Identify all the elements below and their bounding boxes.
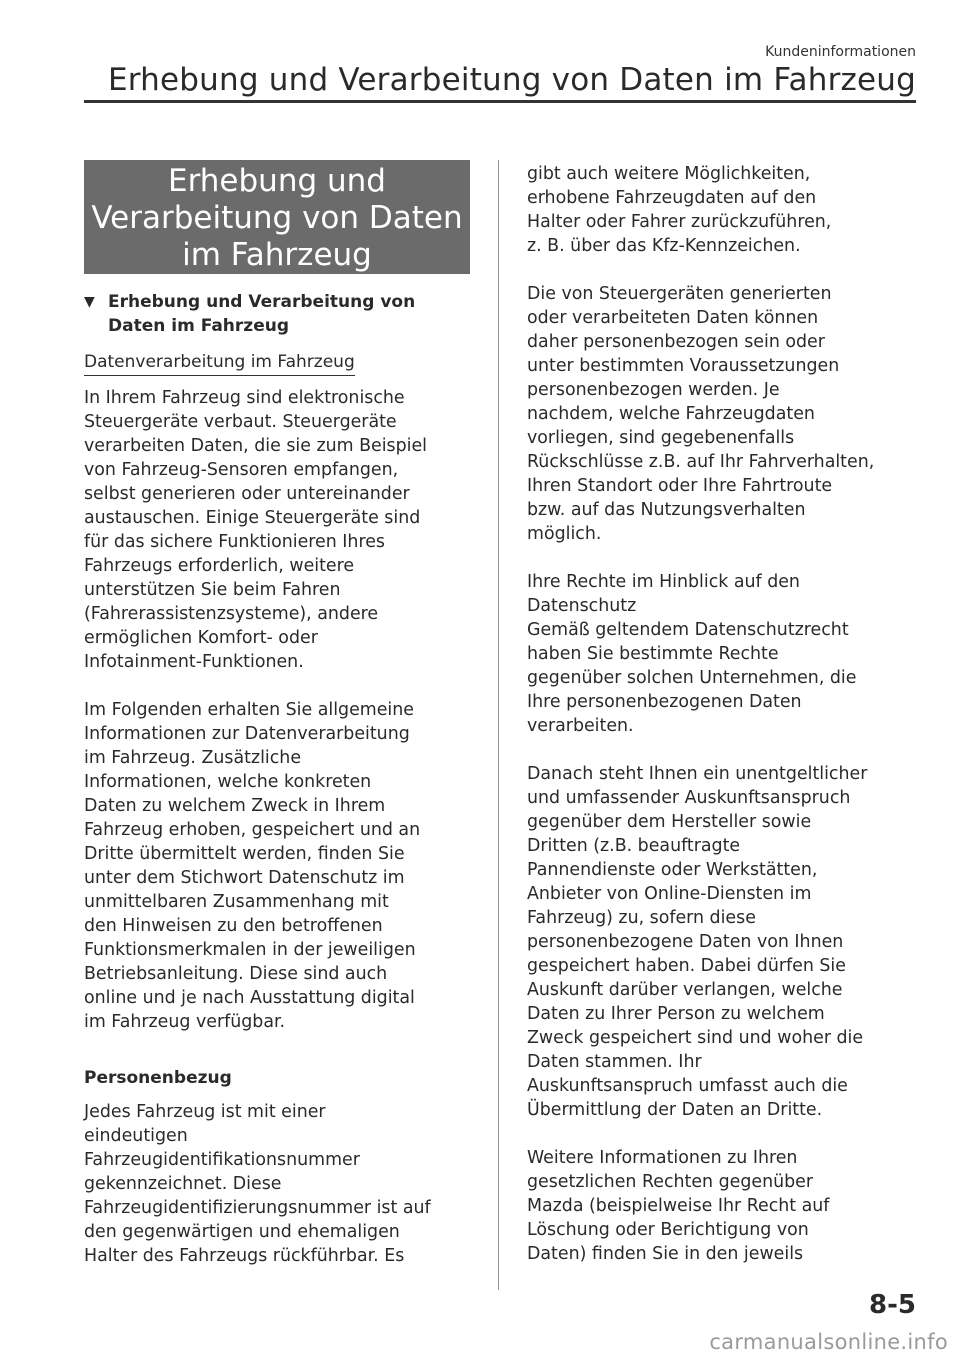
triangle-marker-icon: ▼ — [84, 294, 95, 310]
paragraph-left-1: In Ihrem Fahrzeug sind elektronische Steuergeräte verbaut. Steuergeräte verarbeiten Daten, die sie zum Beispiel von Fahrzeug-Sensoren empfangen, selbst generieren oder untereinander austauschen. Einige Steuergeräte sind für das sichere Funktionieren Ihres Fahrzeugs erforderlich, weitere unterstützen Sie beim Fahren (Fahrerassistenzsysteme), andere ermöglichen Komfort- oder Infotainment-Funktionen. — [84, 388, 427, 672]
header-section-label: Kundeninformationen — [765, 44, 916, 60]
right-column — [527, 162, 917, 1266]
column-divider — [498, 160, 499, 1290]
section-heading — [84, 290, 476, 338]
paragraph-right-1: gibt auch weitere Möglichkeiten, erhobene Fahrzeugdaten auf den Halter oder Fahrer zurückzuführen, z. B. über das Kfz-Kennzeichen. — [527, 164, 832, 256]
chapter-title-line-3: im Fahrzeug — [182, 237, 372, 273]
header-rule — [84, 100, 916, 103]
watermark-text: carmanualsonline.info — [709, 1330, 948, 1354]
paragraph-right-4: Danach steht Ihnen ein unentgeltlicher und umfassender Auskunftsanspruch gegenüber dem Hersteller sowie Dritten (z.B. beauftragte Pannendienste oder Werkstätten, Anbieter von Online-Diensten im Fahrzeug) zu, sofern diese personenbezogene Daten von Ihnen gespeichert haben. Dabei dürfen Sie Auskunft darüber verlangen, welche Daten zu Ihrer Person zu welchem Zweck gespeichert sind und woher die Daten stammen. Ihr Auskunftsanspruch umfasst auch die Übermittlung der Daten an Dritte. — [527, 764, 868, 1120]
paragraph-right-2: Die von Steuergeräten generierten oder verarbeiteten Daten können daher personenbezogen sein oder unter bestimmten Voraussetzungen personenbezogen werden. Je nachdem, welche Fahrzeugdaten vorliegen, sind gegebenenfalls Rückschlüsse z.B. auf Ihr Fahrverhalten, Ihren Standort oder Ihre Fahrtroute bzw. auf das Nutzungsverhalten möglich. — [527, 284, 875, 544]
paragraph-right-5: Weitere Informationen zu Ihren gesetzlichen Rechten gegenüber Mazda (beispielweise Ihr Recht auf Löschung oder Berichtigung von Daten) finden Sie in den jeweils — [527, 1148, 830, 1264]
chapter-title-line-2: Verarbeitung von Daten — [91, 200, 463, 236]
left-column — [84, 290, 476, 1268]
paragraph-left-3: Jedes Fahrzeug ist mit einer eindeutigen Fahrzeugidentifikationsnummer gekennzeichnet. Diese Fahrzeugidentifizierungsnummer ist auf den gegenwärtigen und ehemaligen Halter des Fahrzeugs rückführbar. Es — [84, 1102, 431, 1266]
paragraph-left-2: Im Folgenden erhalten Sie allgemeine Informationen zur Datenverarbeitung im Fahrzeug. Zusätzliche Informationen, welche konkreten Daten zu welchem Zweck in Ihrem Fahrzeug erhoben, gespeichert und an Dritte übermittelt werden, finden Sie unter dem Stichwort Datenschutz im unmittelbaren Zusammenhang mit den Hinweisen zu den betroffenen Funktionsmerkmalen in der jeweiligen Betriebsanleitung. Diese sind auch online und je nach Ausstattung digital im Fahrzeug verfügbar. — [84, 700, 421, 1032]
personenbezug-heading: Personenbezug — [84, 1068, 232, 1088]
subsection-heading: Datenverarbeitung im Fahrzeug — [84, 350, 355, 376]
paragraph-right-3: Ihre Rechte im Hinblick auf den Datenschutz Gemäß geltendem Datenschutzrecht haben Sie bestimmte Rechte gegenüber solchen Unternehmen, die Ihre personenbezogenen Daten verarbeiten. — [527, 572, 857, 736]
chapter-title-line-1: Erhebung und — [168, 163, 386, 199]
page-number: 8-5 — [869, 1290, 916, 1320]
section-heading-text: Erhebung und Verarbeitung von Daten im Fahrzeug — [108, 292, 416, 336]
header-title: Erhebung und Verarbeitung von Daten im Fahrzeug — [107, 62, 916, 98]
chapter-title-box — [84, 160, 470, 274]
